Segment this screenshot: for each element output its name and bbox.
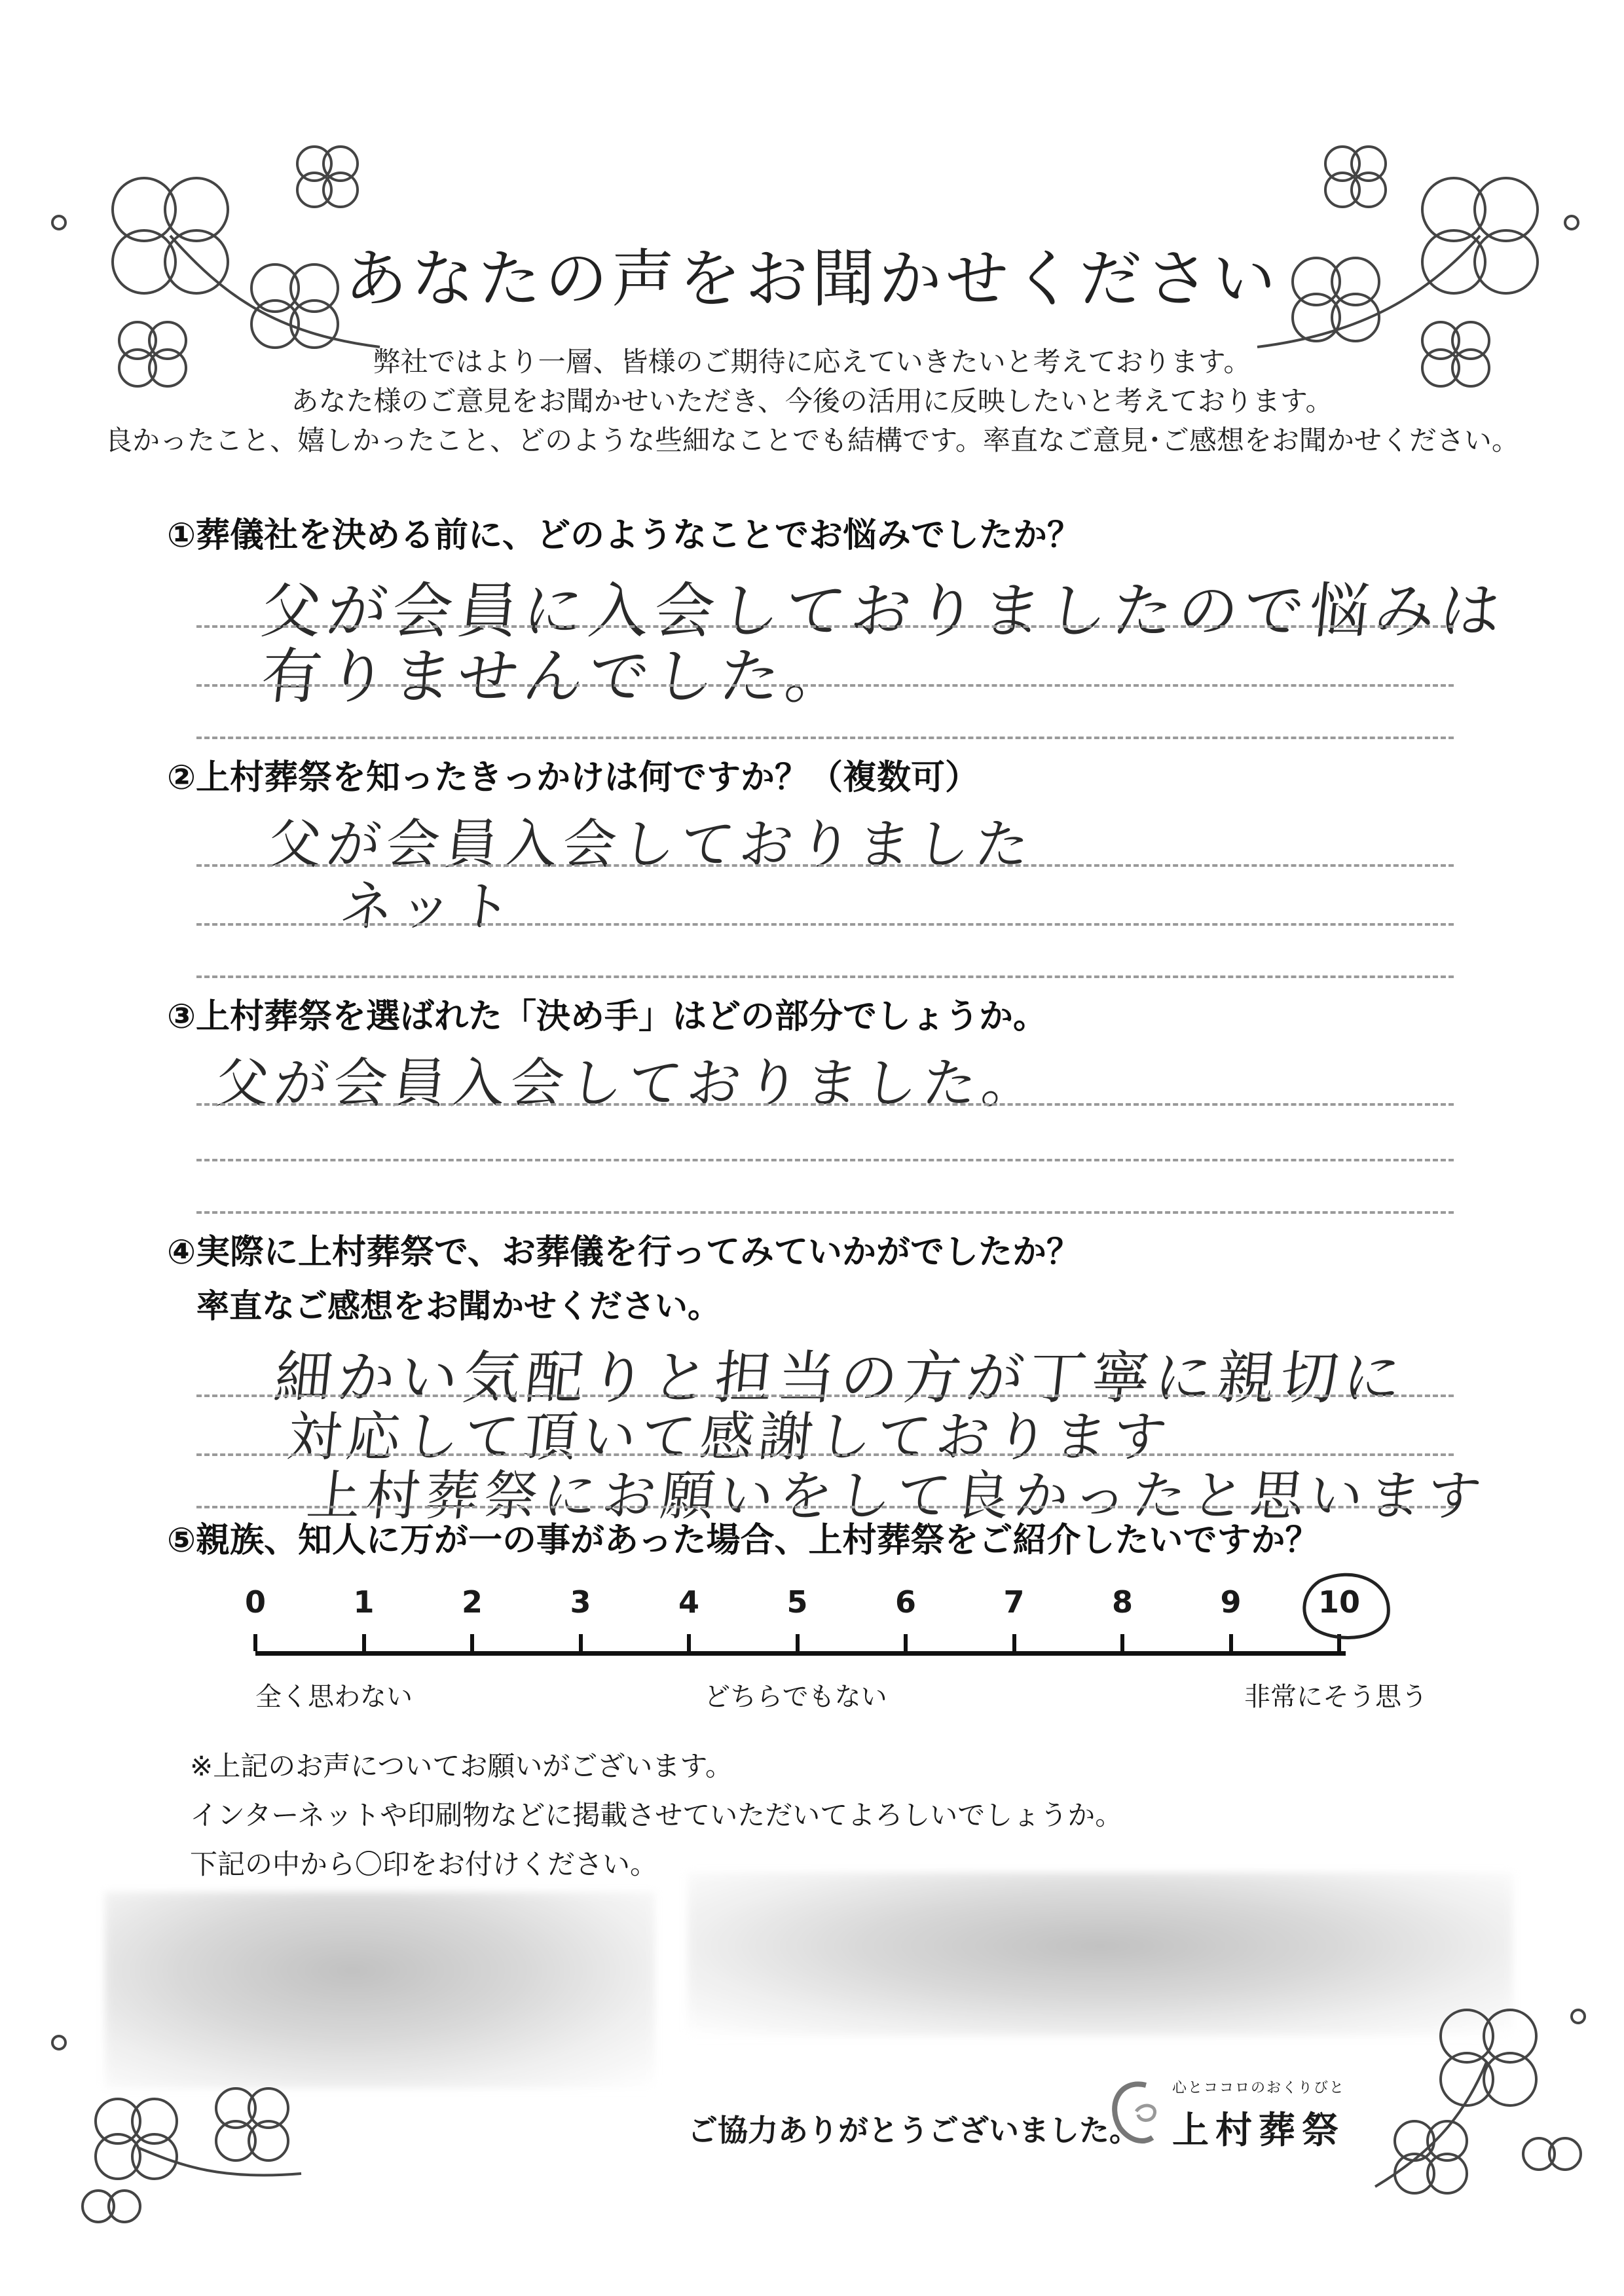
question-1-answer-line-1: 父が会員に入会しておりましたので悩みは	[257, 576, 1509, 646]
consent-note-2: インターネットや印刷物などに掲載させていただいてよろしいでしょうか。	[190, 1799, 1123, 1831]
scale-number-2: 2	[461, 1584, 483, 1620]
question-1-answer-line-2: 有りませんでした。	[257, 642, 855, 712]
question-4-title: ④実際に上村葬祭で、お葬儀を行ってみていかがでしたか？	[167, 1233, 1080, 1272]
scale-number-10: 10	[1318, 1584, 1360, 1620]
scale-number-0: 0	[244, 1584, 266, 1620]
scale-number-9: 9	[1220, 1584, 1242, 1620]
selected-circle-mark	[1293, 1568, 1405, 1653]
logo-tagline: 心とココロのおくりびと	[1172, 2080, 1346, 2096]
intro-line-3: 良かったこと、嬉しかったこと、どのような些細なことでも結構です。率直なご意見･ご感想をお聞かせください。	[105, 424, 1519, 456]
question-4-answer-line-2: 対応して頂いて感謝しております	[284, 1406, 1175, 1468]
answer-rule	[196, 1394, 1454, 1397]
answer-rule	[196, 1103, 1454, 1106]
scale-tick	[1012, 1634, 1016, 1651]
page-title: あなたの声をお聞かせください	[344, 242, 1280, 316]
scale-label-high: 非常にそう思う	[1244, 1682, 1428, 1712]
clover-ornament-bottom-left	[39, 2016, 314, 2239]
answer-rule	[196, 923, 1454, 926]
answer-rule	[196, 1211, 1454, 1214]
scale-label-mid: どちらでもない	[704, 1682, 887, 1712]
scale-tick	[579, 1634, 583, 1651]
scale-tick	[362, 1634, 366, 1651]
intro-line-1: 弊社ではより一層、皆様のご期待に応えていきたいと考えております。	[373, 346, 1251, 378]
question-5-title: ⑤親族、知人に万が一の事があった場合、上村葬祭をご紹介したいですか？	[167, 1521, 1320, 1560]
heart-logo-icon	[1107, 2075, 1166, 2147]
answer-rule	[196, 737, 1454, 739]
logo-name: 上村葬祭	[1172, 2109, 1345, 2152]
scale-number-7: 7	[1003, 1584, 1025, 1620]
scale-number-6: 6	[895, 1584, 916, 1620]
consent-note-1: ※上記のお声についてお願いがございます。	[190, 1750, 733, 1782]
answer-rule	[196, 625, 1454, 628]
consent-note-3: 下記の中から〇印をお付けください。	[190, 1848, 658, 1880]
thanks-message: ご協力ありがとうございました。	[688, 2113, 1139, 2148]
scale-number-1: 1	[353, 1584, 375, 1620]
rating-scale-line	[255, 1651, 1346, 1656]
scale-number-5: 5	[786, 1584, 808, 1620]
answer-rule	[196, 975, 1454, 978]
question-2-answer-line-1: 父が会員入会しておりました	[265, 814, 1038, 876]
scale-tick	[904, 1634, 908, 1651]
scale-tick	[1229, 1634, 1233, 1651]
question-2-answer-line-2: ネット	[337, 876, 521, 938]
answer-rule	[196, 864, 1454, 867]
scale-tick	[1120, 1634, 1124, 1651]
intro-line-2: あなた様のご意見をお聞かせいただき、今後の活用に反映したいと考えております。	[291, 385, 1333, 417]
answer-rule	[196, 1159, 1454, 1161]
question-2-title: ②上村葬祭を知ったきっかけは何ですか？（複数可）	[167, 758, 980, 797]
scale-number-3: 3	[570, 1584, 591, 1620]
answer-rule	[196, 684, 1454, 687]
scale-label-low: 全く思わない	[255, 1682, 413, 1712]
question-3-answer-line-1: 父が会員入会しておりました。	[212, 1053, 1044, 1115]
scale-number-8: 8	[1111, 1584, 1133, 1620]
scale-tick	[470, 1634, 474, 1651]
clover-ornament-bottom-right	[1362, 1977, 1598, 2239]
answer-rule	[196, 1506, 1454, 1508]
scale-tick	[796, 1634, 800, 1651]
question-3-title: ③上村葬祭を選ばれた「決め手」はどの部分でしょうか。	[167, 997, 1048, 1036]
scale-tick	[687, 1634, 691, 1651]
question-4-answer-line-3: 上村葬祭にお願いをして良かったと思います	[304, 1465, 1490, 1527]
scale-number-4: 4	[678, 1584, 699, 1620]
question-4-subtitle: 率直なご感想をお聞かせください。	[196, 1287, 720, 1325]
question-4-answer-line-1: 細かい気配りと担当の方が丁寧に親切に	[270, 1344, 1410, 1412]
scale-tick	[253, 1634, 257, 1651]
answer-rule	[196, 1453, 1454, 1456]
question-1-title: ①葬儀社を決める前に、どのようなことでお悩みでしたか？	[167, 516, 1082, 555]
